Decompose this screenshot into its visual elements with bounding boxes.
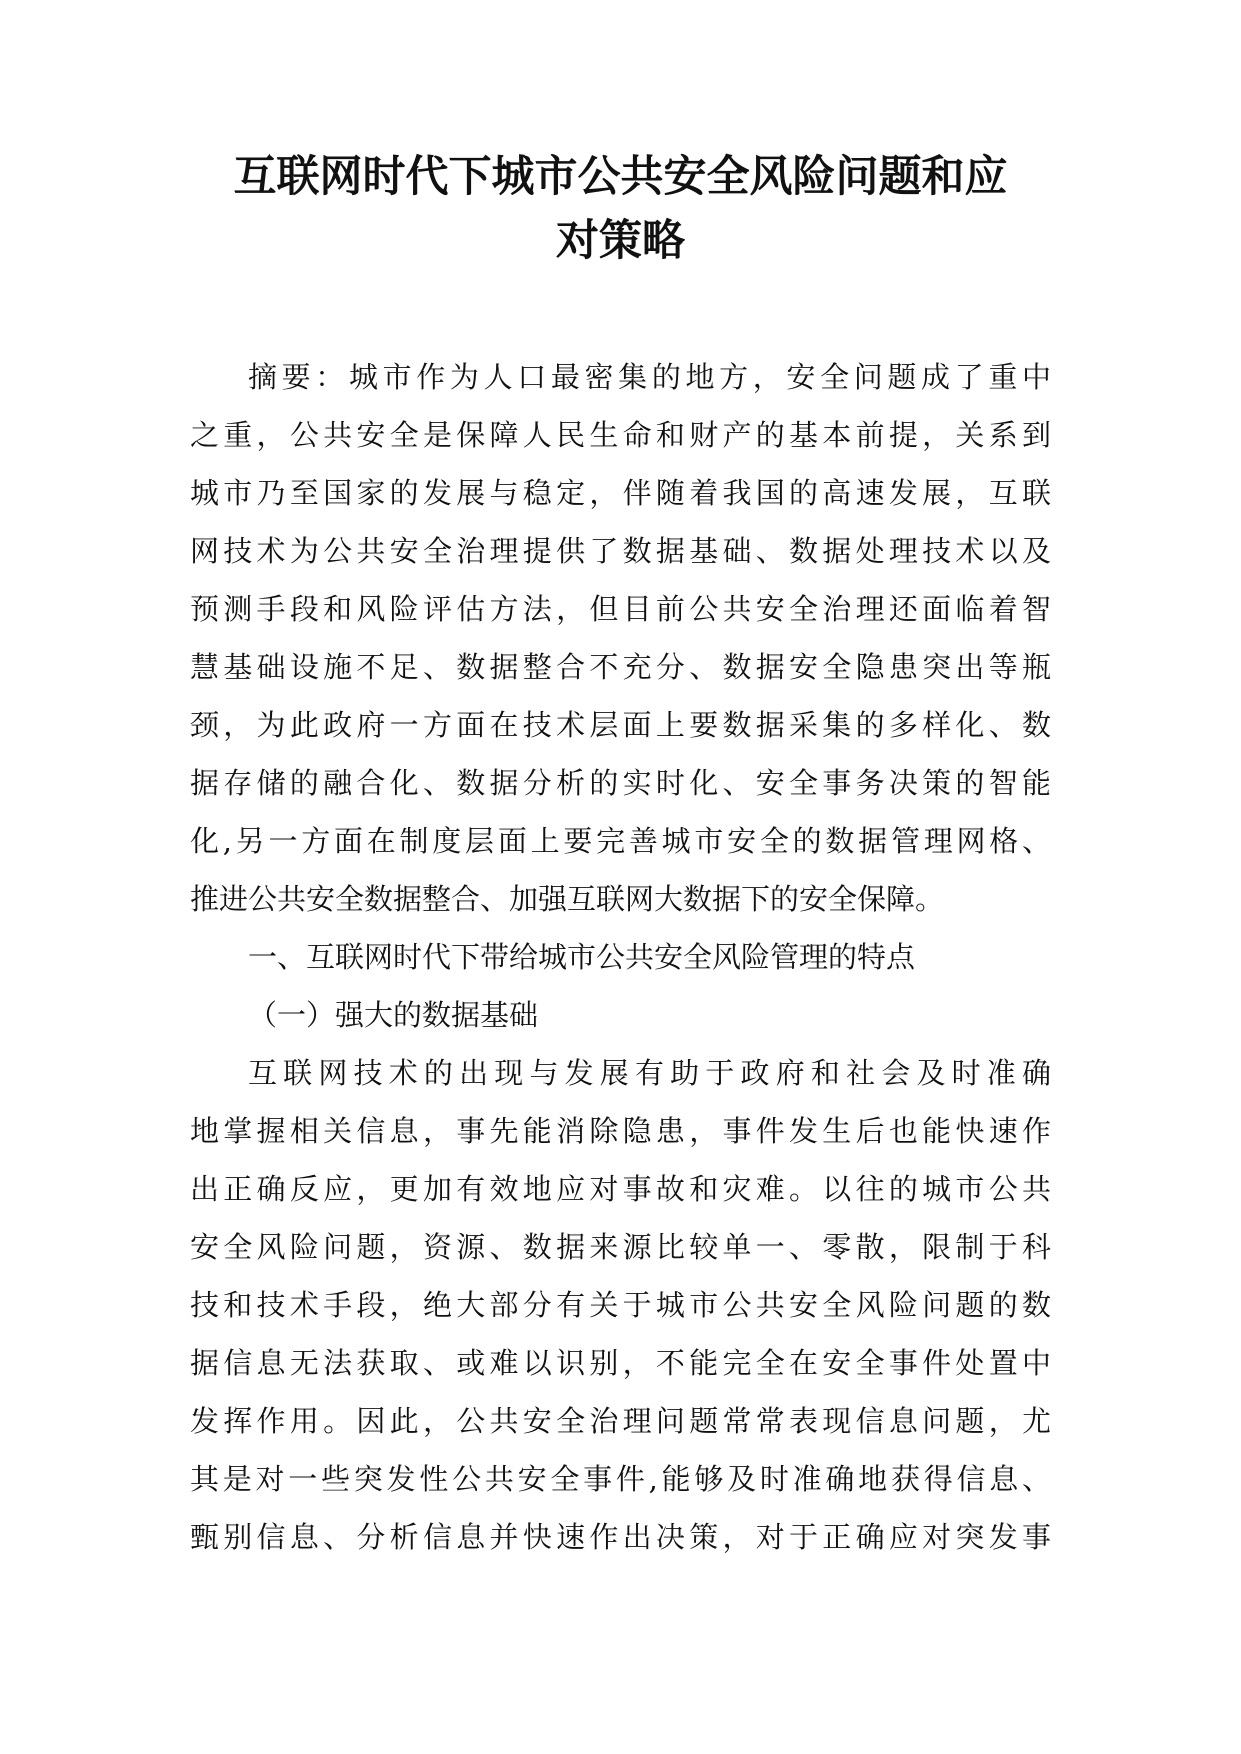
text-line: 技和技术手段，绝大部分有关于城市公共安全风险问题的数	[190, 1288, 1051, 1322]
document-title	[190, 145, 1051, 273]
text-line: 预测手段和风险评估方法，但目前公共安全治理还面临着智	[190, 592, 1051, 626]
text-line: 据存储的融合化、数据分析的实时化、安全事务决策的智能	[190, 766, 1051, 800]
subsection-heading: （一）强大的数据基础	[248, 998, 539, 1032]
document-body	[190, 348, 1051, 1566]
text-line: 推进公共安全数据整合、加强互联网大数据下的安全保障。	[190, 882, 945, 916]
title-line-2: 对策略	[556, 216, 685, 266]
text-line: 出正确反应，更加有效地应对事故和灾难。以往的城市公共	[190, 1172, 1051, 1206]
text-line: 颈，为此政府一方面在技术层面上要数据采集的多样化、数	[190, 708, 1051, 742]
text-line: 摘要：城市作为人口最密集的地方，安全问题成了重中	[248, 360, 1051, 394]
text-line: 城市乃至国家的发展与稳定，伴随着我国的高速发展，互联	[190, 476, 1051, 510]
section-heading: 一、互联网时代下带给城市公共安全风险管理的特点	[248, 940, 916, 974]
text-line: 其是对一些突发性公共安全事件,能够及时准确地获得信息、	[190, 1462, 1051, 1496]
text-line: 网技术为公共安全治理提供了数据基础、数据处理技术以及	[190, 534, 1051, 568]
text-line: 甄别信息、分析信息并快速作出决策，对于正确应对突发事	[190, 1520, 1051, 1554]
text-line: 地掌握相关信息，事先能消除隐患，事件发生后也能快速作	[190, 1114, 1051, 1148]
text-line: 安全风险问题，资源、数据来源比较单一、零散，限制于科	[190, 1230, 1051, 1264]
text-line: 发挥作用。因此，公共安全治理问题常常表现信息问题，尤	[190, 1404, 1051, 1438]
text-line: 慧基础设施不足、数据整合不充分、数据安全隐患突出等瓶	[190, 650, 1051, 684]
text-line: 互联网技术的出现与发展有助于政府和社会及时准确	[248, 1056, 1051, 1090]
text-line: 化,另一方面在制度层面上要完善城市安全的数据管理网格、	[190, 824, 1051, 858]
text-line: 之重，公共安全是保障人民生命和财产的基本前提，关系到	[190, 418, 1051, 452]
title-line-1: 互联网时代下城市公共安全风险问题和应	[233, 152, 1008, 202]
text-line: 据信息无法获取、或难以识别，不能完全在安全事件处置中	[190, 1346, 1051, 1380]
abstract-paragraph	[190, 348, 1051, 928]
body-paragraph	[190, 1044, 1051, 1566]
